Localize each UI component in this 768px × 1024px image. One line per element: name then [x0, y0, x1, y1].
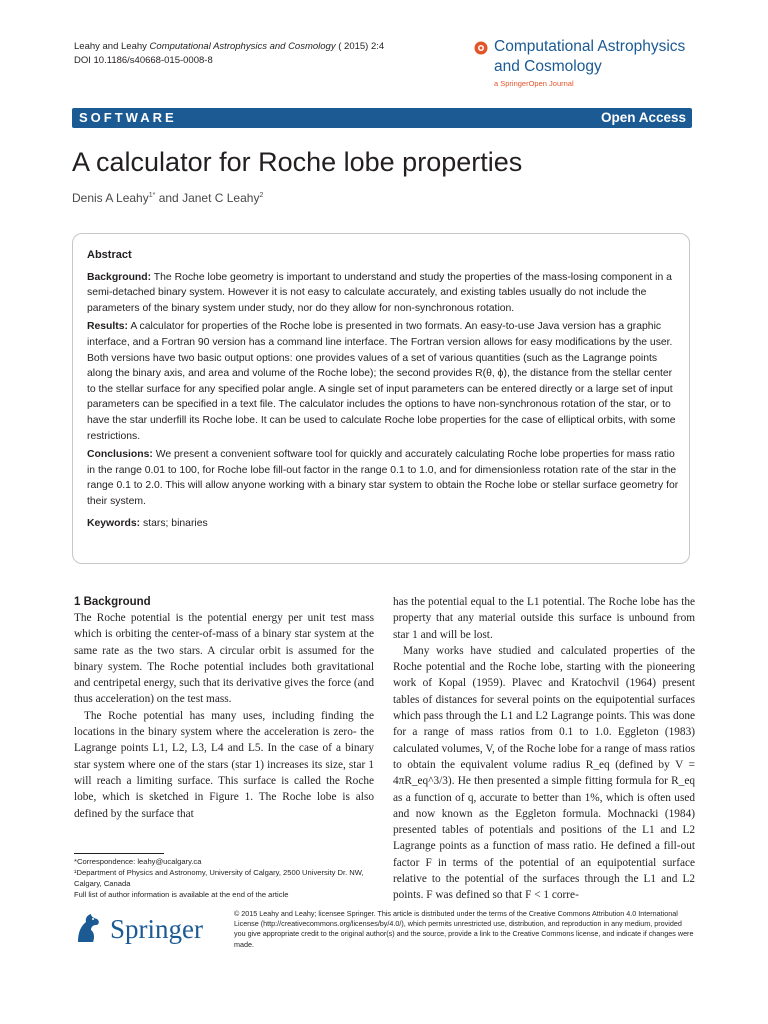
- author-list: Denis A Leahy$^{1*}$ and Janet C Leahy$^2$: [72, 191, 264, 205]
- footnotes: [74, 856, 374, 900]
- author-info-note: Full list of author information is available at the end of the article: [74, 890, 289, 899]
- article-category: SOFTWARE: [79, 110, 177, 125]
- author-affiliation-marker: 2: [259, 192, 264, 199]
- abstract-background: Background: The Roche lobe geometry is important to understand and study the properties of the mass-losing component in a semi-detached binary system. However it is not easy to calculate accurately, and existing tables usually do not include the parameters of the binary system under study, nor do they allow for non-synchronous rotation.: [87, 271, 672, 314]
- springeropen-logo-icon: [474, 41, 488, 55]
- citation-authors: Leahy and Leahy: [74, 41, 150, 52]
- correspondence-email[interactable]: *Correspondence: leahy@ucalgary.ca: [74, 857, 202, 866]
- citation: [74, 40, 384, 68]
- springer-horse-icon: [72, 912, 104, 946]
- paragraph: The Roche potential has many uses, including finding the locations in the binary system where the acceleration is zero- the Lagrange points L1, L2, L3, L4 and L5. In the case of a binary star system where one of the stars (star 1) increases its size, star 1 will reach a limiting surface. This surface is called the Roche lobe, which is sketched in Figure 1. The Roche lobe is also defined by the surface that: [74, 709, 374, 820]
- affiliation: ¹Department of Physics and Astronomy, University of Calgary, 2500 University Dr. NW, Calgary, Canada: [74, 868, 364, 888]
- springer-logo[interactable]: [72, 912, 222, 948]
- publisher-name: Springer: [110, 914, 203, 944]
- paragraph: The Roche potential is the potential energy per unit test mass which is orbiting the center-of-mass of a binary star system at the same rate as the two stars. A circular orbit is assumed for the binary system. The Roche potential includes both gravitational and centripetal energy, such that its derivative gives the force (and thus acceleration) on the test mass.: [74, 612, 374, 706]
- license-text: © 2015 Leahy and Leahy; licensee Springer. This article is distributed under the terms of the Creative Commons Attribution 4.0 International License (http://creativecommons.org/licenses/by/4.0/), which permits unrestricted use, distribution, and reproduction in any medium, provided you give appropriate credit to the original author(s) and the source, provide a link to the Creative Commons license, and indicate if changes were made.: [234, 909, 694, 949]
- journal-subtitle: a SpringerOpen Journal: [494, 79, 574, 88]
- body-column-left: [74, 594, 374, 822]
- article-title: A calculator for Roche lobe properties: [72, 147, 523, 177]
- citation-volume: ( 2015) 2:4: [335, 41, 385, 52]
- category-bar: [72, 108, 692, 128]
- section-heading: 1 Background: [74, 596, 151, 608]
- paragraph: Many works have studied and calculated properties of the Roche potential and the Roche lobe, starting with the pioneering work of Kopal (1959). Plavec and Kratochvil (1964) present tables of distances for several points on the equipotential surfaces which pass through the L1 and L2 Lagrange points. This was done for a range of mass ratios from 0.1 to 1.0. Eggleton (1983) calculated volumes, V, of the Roche lobe for a range of mass ratios to obtain the equivalent volume radius R_eq (defined by V = 4πR_eq^3/3). He then presented a simple fitting formula for R_eq as a function of q, accurate to better than 1%, which is often used and now known as the Eggleton formula. Mochnacki (1984) presented tables of potentials and positions of the L1 and L2 Lagrange points as a function of mass ratio. He defined a fill-out factor F in terms of the potential of an equipotential surface relative to the potential of the surfaces through the L1 and L2 points. F was defined so that F < 1 corre-: [393, 644, 695, 902]
- author-name[interactable]: Denis A Leahy: [72, 191, 149, 205]
- abstract-conclusions: Conclusions: We present a convenient software tool for quickly and accurately calculating Roche lobe properties for mass ratio in the range 0.01 to 100, for Roche lobe fill-out factor in the range 0.1 to 1.0, and for dimensionless rotation rate of the star in the range 0.1 to 2.0. This will allow anyone working with a binary star system to obtain the Roche lobe or stellar surface geometry for their system.: [87, 449, 679, 507]
- abstract-results: Results: A calculator for properties of the Roche lobe is presented in two formats. An easy-to-use Java version has a graphic interface, and a Fortran 90 version has a command line interface. The Fortran version allows for easy modifications by the user. Both versions have two basic output options: one provides values of a set of various quantities (such as the Lagrange points along the binary axis, and area and volume of the Roche lobe); the second provides R(θ, ϕ), the distance from the stellar center to the stellar surface for any specified polar angle. A single set of input parameters can be entered directly or a large set of input parameters can be specified in a text file. The calculator includes the options to have non-synchronous rotation of the star, or to have the star underfill its Roche lobe. It can be used to calculate Roche lobe properties for the case of elliptical orbits, with some restrictions.: [87, 321, 676, 442]
- citation-journal: Computational Astrophysics and Cosmology: [149, 41, 336, 52]
- author-name[interactable]: Janet C Leahy: [182, 191, 260, 205]
- keywords: Keywords: stars; binaries: [87, 517, 208, 529]
- paragraph: has the potential equal to the L1 potential. The Roche lobe has the property that any material outside this surface is unbound from star 1 and will be lost.: [393, 596, 695, 641]
- abstract-heading: Abstract: [87, 249, 132, 261]
- body-column-right: [393, 594, 695, 904]
- author-affiliation-marker: 1*: [148, 192, 156, 199]
- journal-name: Computational Astrophysics and Cosmology: [494, 38, 686, 75]
- abstract-box: [72, 233, 690, 564]
- open-access-label: Open Access: [600, 110, 686, 125]
- doi-link[interactable]: DOI 10.1186/s40668-015-0008-8: [74, 55, 213, 66]
- footnote-rule: [74, 853, 164, 854]
